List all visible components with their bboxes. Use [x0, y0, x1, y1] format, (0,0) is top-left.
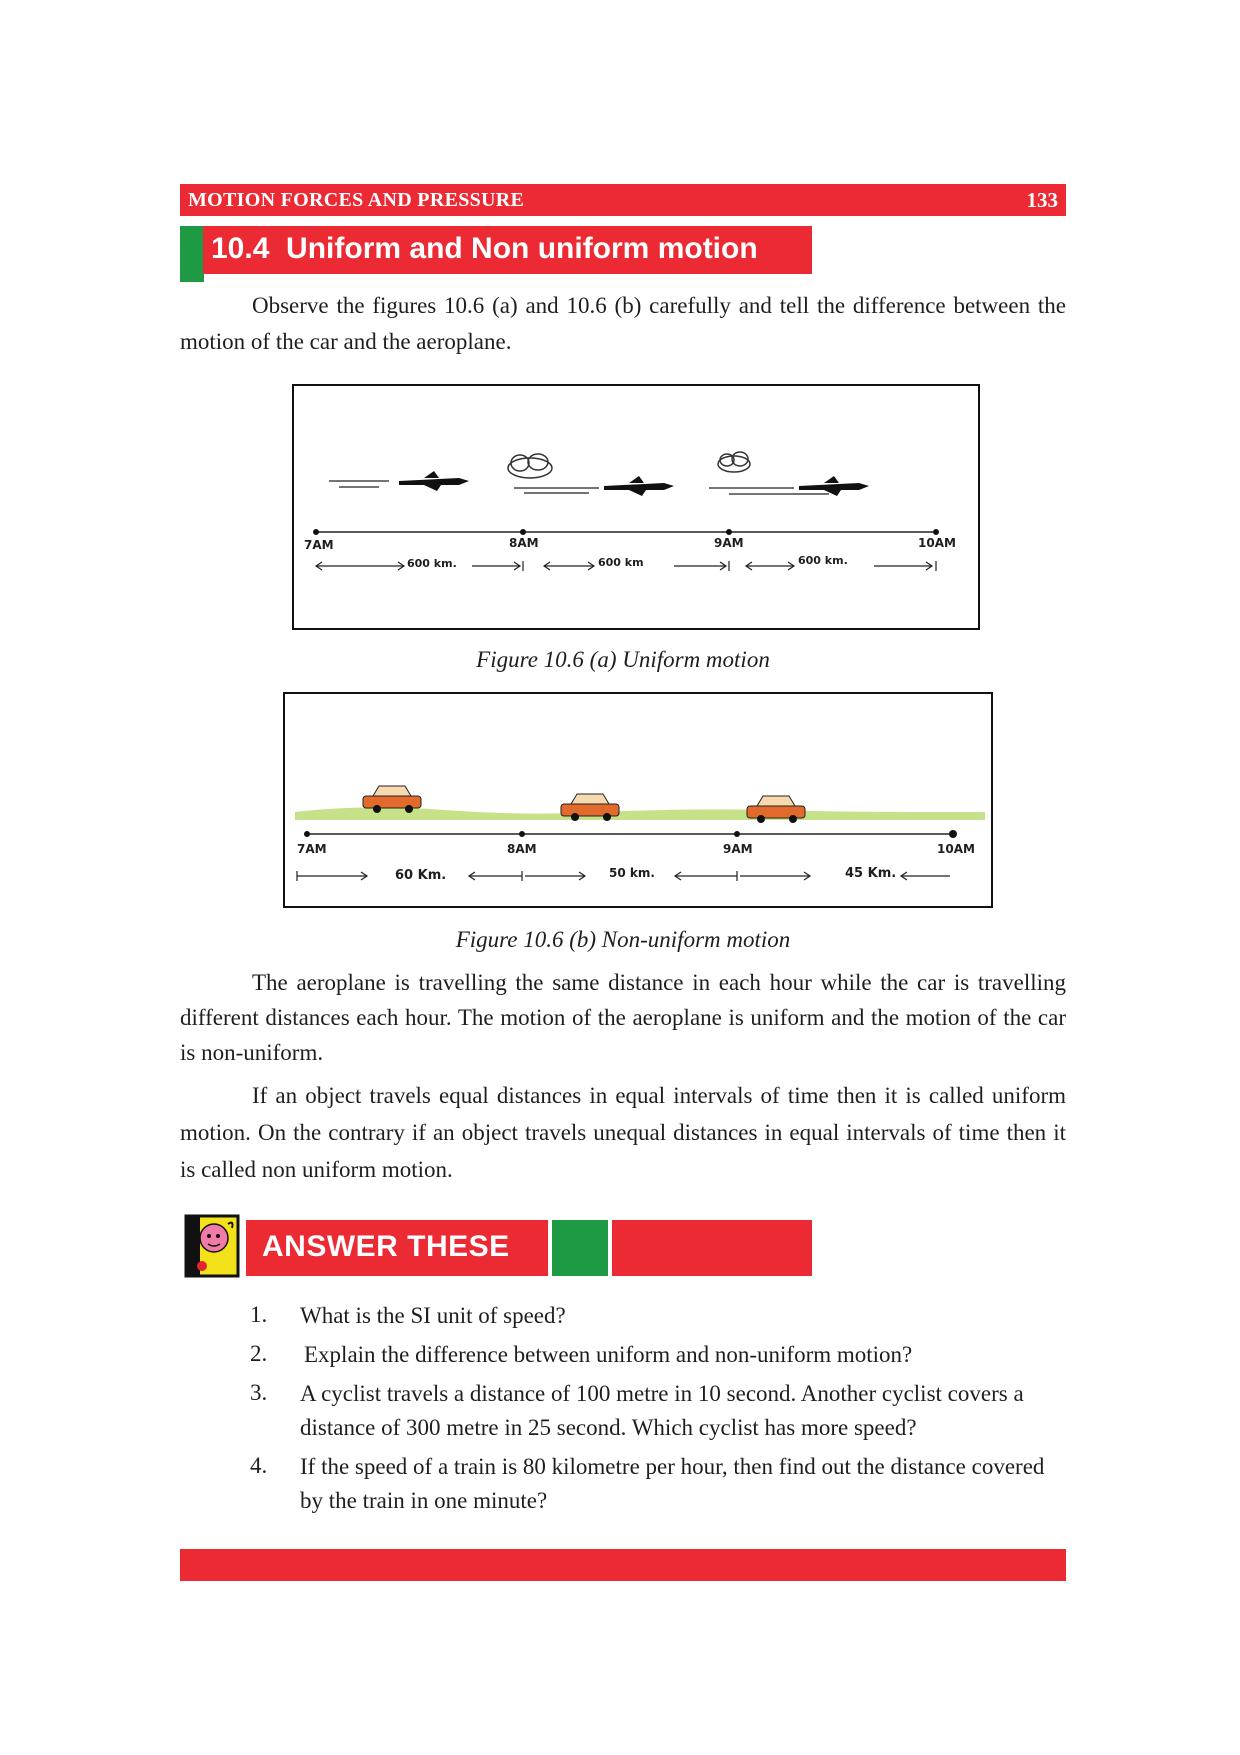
question-text: If the speed of a train is 80 kilometre per hour, then find out the distance covered by the train in one minute? [300, 1454, 1045, 1513]
section-accent-bar [180, 226, 204, 282]
answer-these-red-block [612, 1220, 812, 1276]
question-number: 2. [250, 1341, 268, 1366]
section-heading [203, 226, 812, 274]
section-heading-text: 10.4 Uniform and Non uniform motion [211, 232, 758, 265]
question-number: 4. [250, 1453, 268, 1478]
time-label-10am: 10AM [937, 842, 975, 856]
answer-these-green-block [552, 1220, 608, 1276]
cloud-icon [508, 454, 552, 478]
distance-label: 600 km. [407, 557, 457, 570]
question-text: A cyclist travels a distance of 100 metre in 10 second. Another cyclist covers a distance of 300 metre in 25 second. Which cyclist has more speed? [300, 1381, 1024, 1440]
question-text: Explain the difference between uniform and non-uniform motion? [304, 1342, 913, 1367]
question-number: 3. [250, 1380, 268, 1405]
distance-label: 45 Km. [845, 866, 897, 881]
time-label-8am: 8AM [507, 842, 537, 856]
time-label-9am: 9AM [714, 536, 744, 550]
chapter-title: MOTION FORCES AND PRESSURE [188, 189, 525, 211]
question-text: What is the SI unit of speed? [300, 1303, 566, 1328]
figure-a-caption: Figure 10.6 (a) Uniform motion [476, 647, 770, 672]
running-header [180, 184, 1066, 216]
body-paragraph-2: If an object travels equal distances in equal intervals of time then it is called uniform motion. On the contrary if an object travels unequal distances in equal intervals of time then it is called non uniform motion. [180, 1083, 1066, 1182]
figure-non-uniform-motion [283, 692, 993, 908]
answer-these-heading [246, 1220, 548, 1276]
time-label-10am: 10AM [918, 536, 956, 550]
time-label-9am: 9AM [723, 842, 753, 856]
answer-these-title: ANSWER THESE [262, 1230, 510, 1263]
aeroplane-icon [514, 476, 674, 496]
time-label-8am: 8AM [509, 536, 539, 550]
aeroplane-icon [329, 471, 469, 491]
distance-label: 600 km [598, 556, 644, 569]
question-number: 1. [250, 1302, 268, 1327]
cloud-icon [718, 452, 750, 472]
thinking-kid-icon [184, 1214, 240, 1278]
body-paragraph-1: The aeroplane is travelling the same distance in each hour while the car is travelling different distances each hour. The motion of the aeroplane is uniform and the motion of the car is non-uniform. [180, 970, 1066, 1065]
page-number: 133 [1026, 188, 1058, 212]
footer-bar [180, 1549, 1066, 1581]
aeroplane-icon [709, 476, 869, 496]
time-label-7am: 7AM [304, 538, 334, 552]
distance-label: 50 km. [609, 866, 655, 880]
figure-a-drawing [294, 386, 978, 628]
intro-paragraph: Observe the figures 10.6 (a) and 10.6 (b) carefully and tell the difference between the motion of the car and the aeroplane. [180, 293, 1066, 354]
distance-label: 60 Km. [395, 868, 447, 883]
distance-label: 600 km. [798, 554, 848, 567]
figure-uniform-motion [292, 384, 980, 630]
time-label-7am: 7AM [297, 842, 327, 856]
figure-b-caption: Figure 10.6 (b) Non-uniform motion [455, 927, 791, 952]
